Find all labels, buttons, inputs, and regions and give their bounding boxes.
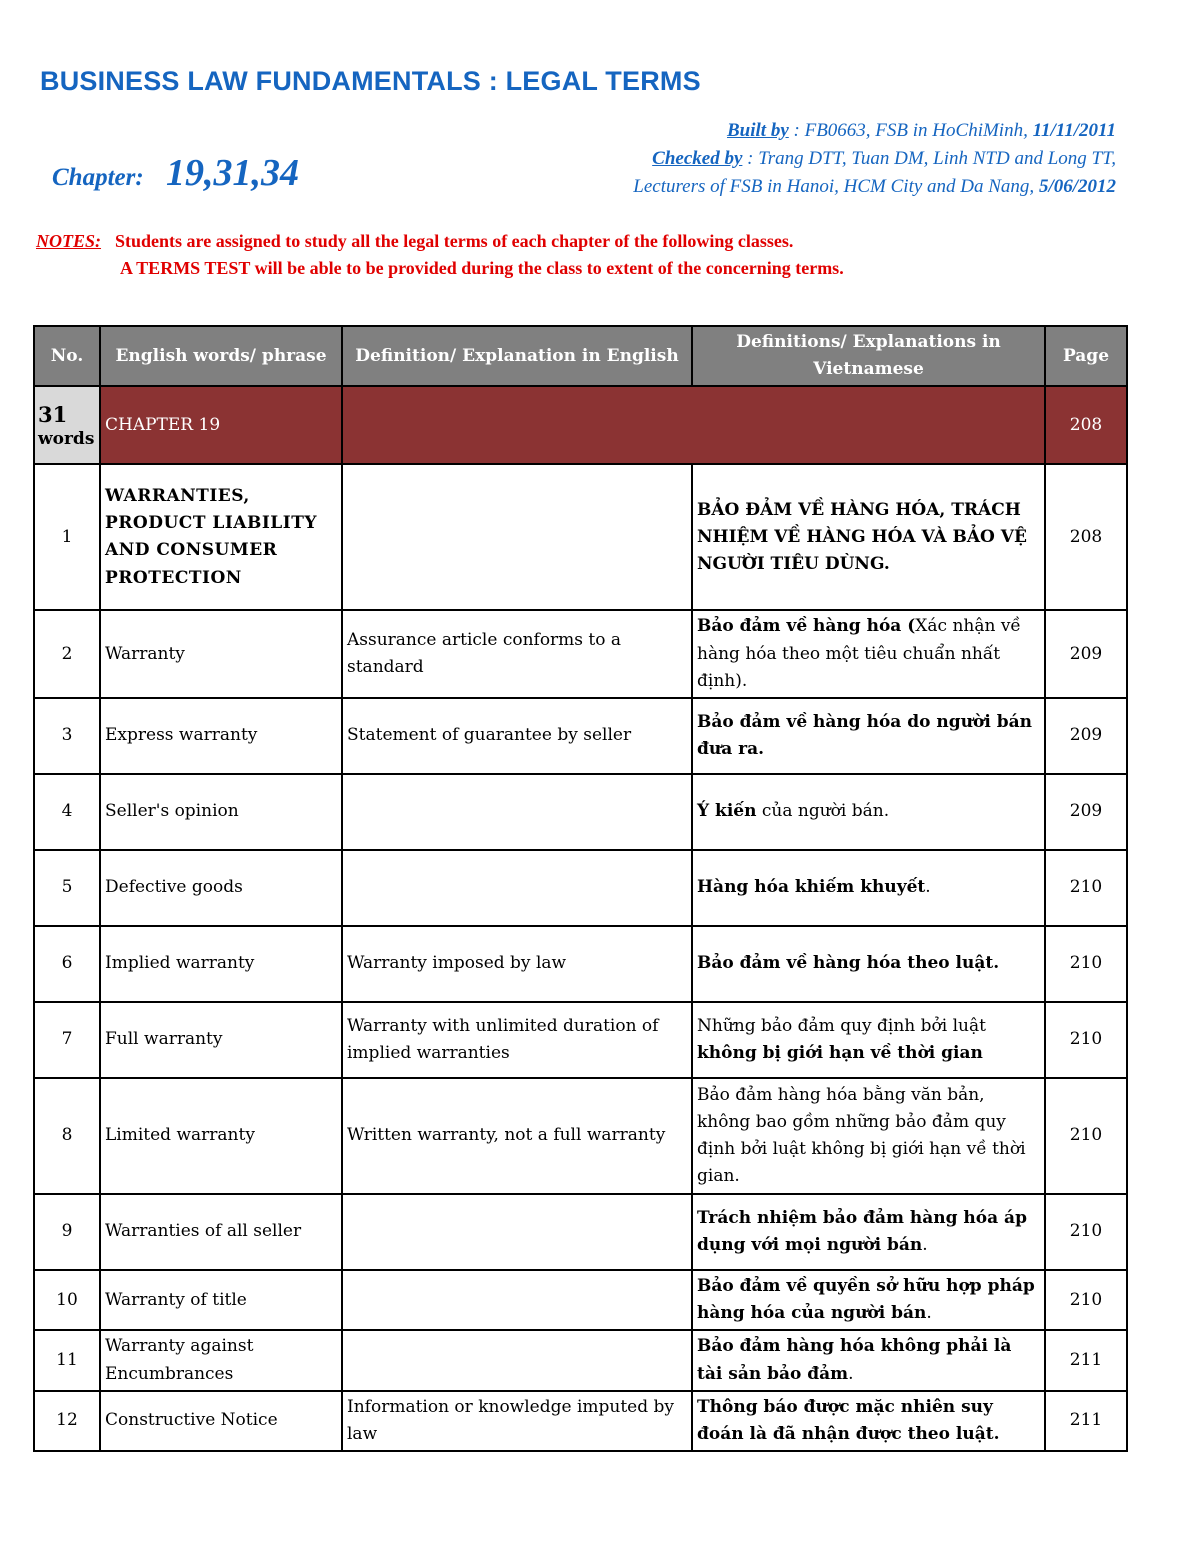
page-number: 211	[1045, 1330, 1127, 1390]
page-number: 210	[1045, 1002, 1127, 1078]
term-english: Warranties of all seller	[100, 1194, 342, 1270]
table-row	[34, 850, 1127, 926]
word-count-unit: words	[38, 428, 95, 449]
built-by-label: Built by	[727, 120, 789, 141]
page-number: 210	[1045, 1194, 1127, 1270]
checked-date: 5/06/2012	[1038, 176, 1116, 197]
definition-vietnamese-bold: BẢO ĐẢM VỀ HÀNG HÓA, TRÁCH NHIỆM VỀ HÀNG HÓA VÀ BẢO VỆ NGƯỜI TIÊU DÙNG.	[697, 499, 1027, 574]
term-english: Warranty against Encumbrances	[100, 1330, 342, 1390]
page-number: 210	[1045, 1270, 1127, 1330]
definition-english: Statement of guarantee by seller	[342, 698, 692, 774]
row-number: 5	[34, 850, 100, 926]
word-count-cell	[34, 386, 100, 464]
term-english: Constructive Notice	[100, 1391, 342, 1451]
definition-vietnamese-rest: .	[926, 1303, 932, 1324]
row-number: 10	[34, 1270, 100, 1330]
definition-vietnamese	[692, 610, 1045, 698]
row-number: 1	[34, 464, 100, 610]
row-number: 12	[34, 1391, 100, 1451]
page-number: 211	[1045, 1391, 1127, 1451]
row-number: 9	[34, 1194, 100, 1270]
lecturers-text: Lecturers of FSB in Hanoi, HCM City and Da Nang,	[633, 176, 1035, 197]
row-number: 7	[34, 1002, 100, 1078]
definition-english: Written warranty, not a full warranty	[342, 1078, 692, 1194]
definition-english: Assurance article conforms to a standard	[342, 610, 692, 698]
term-english: Limited warranty	[100, 1078, 342, 1194]
row-number: 2	[34, 610, 100, 698]
definition-vietnamese-bold: Bảo đảm về hàng hóa do người bán đưa ra.	[697, 711, 1032, 759]
checked-by-label: Checked by	[652, 148, 743, 169]
definition-vietnamese-bold: Thông báo được mặc nhiên suy đoán là đã nhận được theo luật.	[697, 1396, 1000, 1444]
definition-vietnamese	[692, 1391, 1045, 1451]
definition-vietnamese-rest: .	[848, 1363, 854, 1384]
definition-vietnamese	[692, 1194, 1045, 1270]
definition-vietnamese-bold: Bảo đảm về quyền sở hữu hợp pháp hàng hóa của người bán	[697, 1275, 1035, 1324]
page-number: 209	[1045, 610, 1127, 698]
table-row	[34, 464, 1127, 610]
chapter-name: CHAPTER 19	[100, 386, 342, 464]
term-english: Seller's opinion	[100, 774, 342, 850]
definition-vietnamese-bold: Bảo đảm về hàng hóa theo luật.	[697, 953, 1000, 974]
checked-by-text: : Trang DTT, Tuan DM, Linh NTD and Long TT,	[747, 148, 1116, 169]
chapter-page: 208	[1045, 386, 1127, 464]
page-number: 209	[1045, 698, 1127, 774]
chapter-blank	[342, 386, 1045, 464]
definition-vietnamese	[692, 1270, 1045, 1330]
table-row	[34, 1194, 1127, 1270]
header-no: No.	[34, 326, 100, 386]
lecturers-line	[633, 176, 1116, 198]
built-by-line	[727, 120, 1116, 142]
definition-vietnamese-bold: Bảo đảm về hàng hóa (	[697, 616, 916, 637]
definition-vietnamese-bold: Ý kiến	[697, 801, 757, 822]
table-row	[34, 698, 1127, 774]
definition-vietnamese-rest: Xác nhận về hàng hóa theo một tiêu chuẩn nhất định).	[697, 616, 1021, 691]
definition-english: Warranty imposed by law	[342, 926, 692, 1002]
definition-english	[342, 850, 692, 926]
definition-english	[342, 464, 692, 610]
built-by-date: 11/11/2011	[1032, 120, 1116, 141]
term-english: Implied warranty	[100, 926, 342, 1002]
definition-vietnamese-plain: Những bảo đảm quy định bởi luật	[697, 1015, 986, 1036]
table-row	[34, 926, 1127, 1002]
notes-text-1: Students are assigned to study all the legal terms of each chapter of the following classes.	[115, 231, 794, 251]
page-number: 208	[1045, 464, 1127, 610]
built-by-text: : FB0663, FSB in HoChiMinh,	[793, 120, 1028, 141]
header-definition-vi: Definitions/ Explanations in Vietnamese	[692, 326, 1045, 386]
definition-vietnamese-bold: Hàng hóa khiếm khuyết	[697, 877, 926, 898]
term-english: Defective goods	[100, 850, 342, 926]
row-number: 6	[34, 926, 100, 1002]
definition-vietnamese-rest: .	[925, 877, 931, 898]
term-english: Warranty of title	[100, 1270, 342, 1330]
notes-label: NOTES:	[36, 231, 102, 251]
definition-vietnamese-plain: Bảo đảm hàng hóa bằng văn bản, không bao gồm những bảo đảm quy định bởi luật không bị giới hạn về thời gian.	[697, 1084, 1026, 1187]
table-header-row	[34, 326, 1127, 386]
word-count: 31	[38, 401, 68, 427]
definition-vietnamese-rest: của người bán.	[756, 801, 890, 822]
term-english: Full warranty	[100, 1002, 342, 1078]
header-page: Page	[1045, 326, 1127, 386]
table-row	[34, 610, 1127, 698]
table-row	[34, 774, 1127, 850]
definition-english	[342, 1270, 692, 1330]
definition-vietnamese	[692, 464, 1045, 610]
header-definition-en: Definition/ Explanation in English	[342, 326, 692, 386]
header-english: English words/ phrase	[100, 326, 342, 386]
definition-vietnamese	[692, 926, 1045, 1002]
row-number: 11	[34, 1330, 100, 1390]
row-number: 8	[34, 1078, 100, 1194]
definition-english	[342, 1330, 692, 1390]
definition-vietnamese-bold: Bảo đảm hàng hóa không phải là tài sản bảo đảm	[697, 1336, 1012, 1384]
definition-vietnamese	[692, 774, 1045, 850]
definition-vietnamese-rest: .	[922, 1234, 928, 1255]
notes-text-2: A TERMS TEST will be able to be provided during the class to extent of the concerning terms.	[120, 258, 844, 278]
definition-english	[342, 1194, 692, 1270]
terms-table	[33, 325, 1128, 1452]
term-english: Warranty	[100, 610, 342, 698]
definition-vietnamese	[692, 1002, 1045, 1078]
checked-by-line	[652, 148, 1116, 170]
chapter-row	[34, 386, 1127, 464]
definition-vietnamese	[692, 850, 1045, 926]
page-number: 210	[1045, 850, 1127, 926]
definition-vietnamese	[692, 1330, 1045, 1390]
definition-vietnamese-bold: Trách nhiệm bảo đảm hàng hóa áp dụng với mọi người bán	[697, 1207, 1027, 1255]
row-number: 3	[34, 698, 100, 774]
term-english: WARRANTIES, PRODUCT LIABILITY AND CONSUMER PROTECTION	[100, 464, 342, 610]
table-row	[34, 1002, 1127, 1078]
definition-vietnamese	[692, 698, 1045, 774]
page-title: BUSINESS LAW FUNDAMENTALS : LEGAL TERMS	[40, 66, 701, 96]
term-english: Express warranty	[100, 698, 342, 774]
definition-vietnamese-bold: không bị giới hạn về thời gian	[697, 1042, 983, 1063]
chapter-value: 19,31,34	[166, 152, 299, 194]
table-row	[34, 1270, 1127, 1330]
table-row	[34, 1330, 1127, 1390]
table-row	[34, 1391, 1127, 1451]
definition-english: Information or knowledge imputed by law	[342, 1391, 692, 1451]
definition-vietnamese	[692, 1078, 1045, 1194]
page-number: 210	[1045, 926, 1127, 1002]
definition-english: Warranty with unlimited duration of implied warranties	[342, 1002, 692, 1078]
definition-english	[342, 774, 692, 850]
table-row	[34, 1078, 1127, 1194]
notes-line-1	[36, 231, 793, 252]
chapter-label: Chapter:	[52, 164, 144, 191]
page-number: 209	[1045, 774, 1127, 850]
row-number: 4	[34, 774, 100, 850]
page-number: 210	[1045, 1078, 1127, 1194]
